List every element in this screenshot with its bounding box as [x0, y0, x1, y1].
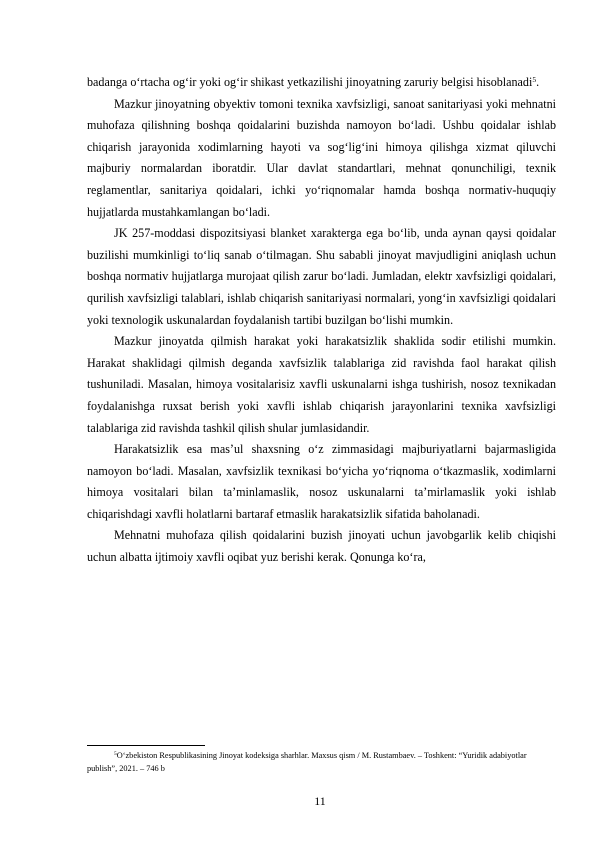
paragraph-1	[87, 72, 556, 94]
footnote-separator	[87, 745, 205, 746]
paragraph-3: JK 257-moddasi dispozitsiyasi blanket xarakterga ega bo‘lib, unda aynan qaysi qoidalar buzilishi mumkinligi to‘liq sanab o‘tilmagan. Shu sababli jinoyat mavjudligini aniqlash uchun boshqa normativ hujjatlarga murojaat qilish zarur bo‘ladi. Jumladan, elektr xavfsizligi qoidalari, qurilish xavfsizligi talablari, ishlab chiqarish sanitariyasi normalari, yong‘in xavfsizligi qoidalari yoki texnologik uskunalardan foydalanish tartibi buzilgan bo‘lishi mumkin.	[87, 226, 556, 327]
paragraph-2: Mazkur jinoyatning obyektiv tomoni texnika xavfsizligi, sanoat sanitariyasi yoki mehnatni muhofaza qilishning boshqa qoidalarini buzishda namoyon bo‘ladi. Ushbu qoidalar ishlab chiqarish jarayonida xodimlarning hayoti va sog‘lig‘ini himoya qilishga xizmat qiluvchi majburiy normalardan iboratdir. Ular davlat standartlari, mehnat qonunchiligi, texnik reglamentlar, sanitariya qoidalari, ichki yo‘riqnomalar hamda boshqa normativ-huquqiy hujjatlarda mustahkamlangan bo‘ladi.	[87, 96, 556, 219]
body-text	[87, 72, 556, 569]
footnote-text: O‘zbekiston Respublikasining Jinoyat kodeksiga sharhlar. Maxsus qism / M. Rustambaev. – Toshkent: “Yuridik adabiyotlar publish”, 2021. – 746 b	[87, 751, 527, 773]
paragraph-5: Harakatsizlik esa mas’ul shaxsning o‘z zimmasidagi majburiyatlarni bajarmasligida namoyon bo‘ladi. Masalan, xavfsizlik texnikasi bo‘yicha yo‘riqnoma o‘tkazmaslik, xodimlarni himoya vositalari bilan ta’minlamaslik, nosoz uskunalarni ta’mirlamaslik yoki ishlab chiqarishdagi xavfli holatlarni bartaraf etmaslik harakatsizlik sifatida baholanadi.	[87, 442, 556, 521]
footnote	[87, 749, 556, 775]
paragraph-1-text: badanga o‘rtacha og‘ir yoki og‘ir shikast yetkazilishi jinoyatning zaruriy belgisi hisoblanadi	[87, 75, 533, 89]
page-number: 11	[314, 794, 326, 808]
footnote-reference: 5	[532, 75, 537, 84]
footnote-number: 5	[114, 751, 117, 757]
paragraph-1-tail: .	[536, 75, 540, 89]
paragraph-4: Mazkur jinoyatda qilmish harakat yoki harakatsizlik shaklida sodir etilishi mumkin. Harakat shaklidagi qilmish deganda xavfsizlik talablariga zid ravishda faol harakat qilish tushuniladi. Masalan, himoya vositalarisiz xavfli uskunalarni ishga tushirish, nosoz texnikadan foydalanishga ruxsat berish yoki xavfli ishlab chiqarish jarayonlarini texnika xavfsizligi talablariga zid ravishda tashkil qilish shular jumlasidandir.	[87, 334, 556, 435]
paragraph-6: Mehnatni muhofaza qilish qoidalarini buzish jinoyati uchun javobgarlik kelib chiqishi uchun albatta ijtimoiy xavfli oqibat yuz berishi kerak. Qonunga ko‘ra,	[87, 528, 556, 565]
